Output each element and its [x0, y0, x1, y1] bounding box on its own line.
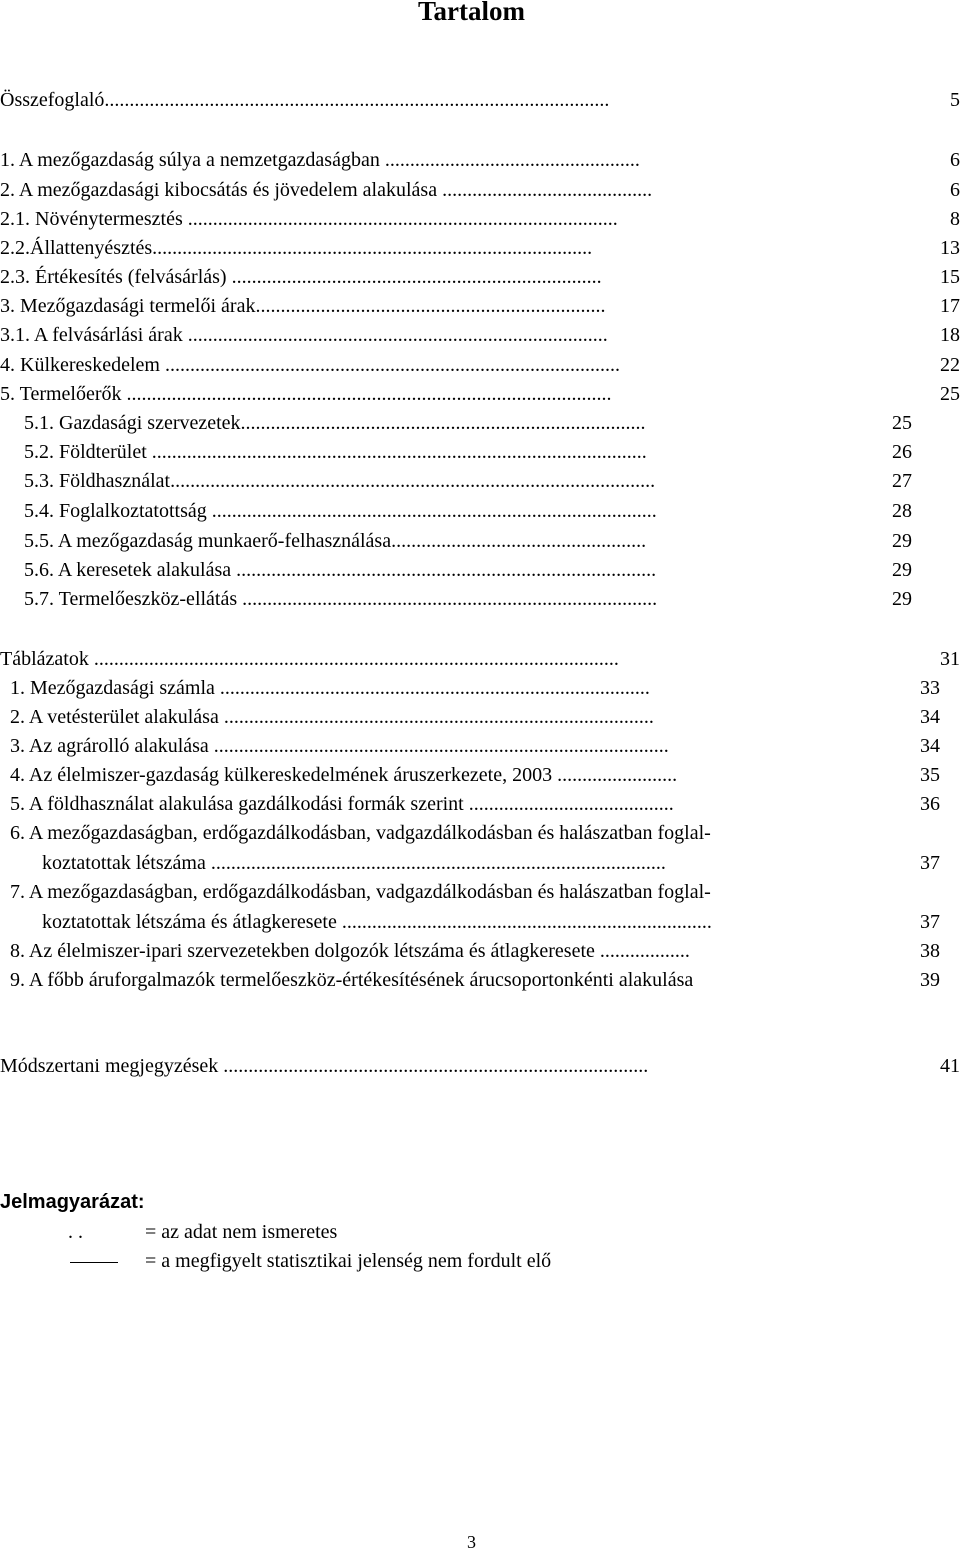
toc-entry-title: 9. A főbb áruforgalmazók termelőeszköz-értékesítésének árucsoportonkénti alakulása: [10, 969, 694, 991]
toc-entry: [10, 819, 950, 879]
toc-entry-title: 5.3. Földhasználat.................................................................................................: [24, 470, 656, 492]
toc-entry: [24, 556, 936, 585]
toc-entry-page-number: 6: [950, 149, 960, 171]
toc-entry-title: 5. A földhasználat alakulása gazdálkodási formák szerint .........................................: [10, 793, 674, 815]
toc-entry-page-number: 29: [892, 588, 912, 610]
toc-entry-title: 2.1. Növénytermesztés ......................................................................................: [0, 208, 618, 230]
toc-entry-page-number: 25: [940, 383, 960, 405]
toc-entry-title-line2: koztatottak létszáma ...........................................................................................: [42, 852, 666, 874]
toc-entry-page-number: 5: [950, 89, 960, 111]
page-number: 3: [467, 1532, 476, 1552]
toc-entry-title: 5. Termelőerők .................................................................................................: [0, 383, 612, 405]
toc-entry-page-number: 6: [950, 179, 960, 201]
toc-entry: [24, 438, 936, 467]
toc-entry-title: 8. Az élelmiszer-ipari szervezetekben dolgozók létszáma és átlagkeresete ..................: [10, 940, 690, 962]
toc-entry-title: 5.4. Foglalkoztatottság .........................................................................................: [24, 500, 657, 522]
toc-entry-page-number: 34: [920, 706, 940, 728]
toc-entry-page-number: 34: [920, 735, 940, 757]
toc-entry-page-number: 41: [940, 1055, 960, 1077]
toc-entry: [10, 790, 950, 819]
toc-entry-page-number: 31: [940, 648, 960, 670]
toc-entry: [24, 409, 936, 438]
toc-entry-page-number: 18: [940, 324, 960, 346]
toc-entry: [0, 380, 960, 409]
toc-entry-title: 2.2.Állattenyésztés........................................................................................: [0, 237, 593, 259]
toc-entry-page-number: 22: [940, 354, 960, 376]
toc-entry-page-number: 27: [892, 470, 912, 492]
toc-entry-title-line1: 6. A mezőgazdaságban, erdőgazdálkodásban, vadgazdálkodásban és halászatban foglal-: [10, 822, 711, 844]
toc-entry-page-number: 37: [920, 852, 940, 874]
toc-entry-page-number: 33: [920, 677, 940, 699]
legend-desc-none: = a megfigyelt statisztikai jelenség nem fordult elő: [145, 1250, 552, 1272]
legend-symbol-dots: . .: [68, 1221, 83, 1243]
toc-entry: [10, 966, 950, 995]
toc-entry-page-number: 26: [892, 441, 912, 463]
toc-entry: [0, 292, 960, 321]
toc-entry-title: 5.5. A mezőgazdaság munkaerő-felhasználása...................................................: [24, 530, 647, 552]
legend-symbol-dash: [70, 1262, 118, 1263]
toc-entry: [24, 585, 936, 614]
toc-entry-title: 3. Az agrárolló alakulása ...........................................................................................: [10, 735, 669, 757]
toc-entry-page-number: 29: [892, 530, 912, 552]
toc-entry-page-number: 36: [920, 793, 940, 815]
toc-entry-page-number: 25: [892, 412, 912, 434]
toc-entry-page-number: 39: [920, 969, 940, 991]
toc-entry-page-number: 15: [940, 266, 960, 288]
toc-entry-title: Módszertani megjegyzések .....................................................................................: [0, 1055, 649, 1077]
toc-entry-title: 5.6. A keresetek alakulása ....................................................................................: [24, 559, 657, 581]
toc-entry: [0, 321, 960, 350]
toc-entry-title: 1. Mezőgazdasági számla ......................................................................................: [10, 677, 650, 699]
toc-entry: [10, 878, 950, 938]
toc-entry-title: 3. Mezőgazdasági termelői árak......................................................................: [0, 295, 606, 317]
toc-entry: [0, 176, 960, 205]
toc-entry-title: 2.3. Értékesítés (felvásárlás) ..........................................................................: [0, 266, 602, 288]
page-title: Tartalom: [418, 0, 525, 26]
toc-entry-page-number: 13: [940, 237, 960, 259]
toc-entry: [0, 263, 960, 292]
toc-entry-page-number: 28: [892, 500, 912, 522]
toc-entry-title: 5.2. Földterület ...................................................................................................: [24, 441, 647, 463]
toc-entry: [0, 86, 960, 115]
toc-entry-page-number: 8: [950, 208, 960, 230]
toc-entry: [10, 703, 950, 732]
toc-entry-title: 4. Külkereskedelem ...........................................................................................: [0, 354, 620, 376]
toc-entry-title: 2. A mezőgazdasági kibocsátás és jövedelem alakulása ..........................................: [0, 179, 653, 201]
toc-entry-title-line1: 7. A mezőgazdaságban, erdőgazdálkodásban, vadgazdálkodásban és halászatban foglal-: [10, 881, 711, 903]
toc-entry: [0, 205, 960, 234]
toc-entry-title: Összefoglaló.....................................................................................................: [0, 89, 610, 111]
legend-desc-unknown: = az adat nem ismeretes: [145, 1221, 338, 1243]
toc-entry: [0, 351, 960, 380]
toc-entry-title: 3.1. A felvásárlási árak ....................................................................................: [0, 324, 608, 346]
toc-entry: [10, 937, 950, 966]
toc-entry-page-number: 17: [940, 295, 960, 317]
toc-entry-title-line2: koztatottak létszáma és átlagkeresete ..........................................................................: [42, 911, 712, 933]
legend-title: Jelmagyarázat:: [0, 1191, 145, 1213]
toc-entry: [0, 645, 960, 674]
toc-entry: [0, 146, 960, 175]
toc-entry: [0, 1052, 960, 1081]
toc-entry: [24, 467, 936, 496]
toc-entry-title: 4. Az élelmiszer-gazdaság külkereskedelmének áruszerkezete, 2003 ........................: [10, 764, 678, 786]
toc-entry: [24, 527, 936, 556]
toc-entry: [10, 732, 950, 761]
toc-entry: [10, 674, 950, 703]
toc-entry-page-number: 29: [892, 559, 912, 581]
toc-entry-page-number: 38: [920, 940, 940, 962]
toc-entry-title: 2. A vetésterület alakulása ......................................................................................: [10, 706, 654, 728]
toc-entry-page-number: 35: [920, 764, 940, 786]
toc-entry-title: 1. A mezőgazdaság súlya a nemzetgazdaságban ...................................................: [0, 149, 640, 171]
toc-entry-page-number: 37: [920, 911, 940, 933]
toc-entry-title: 5.1. Gazdasági szervezetek.................................................................................: [24, 412, 646, 434]
toc-entry: [0, 234, 960, 263]
toc-entry-title: Táblázatok .........................................................................................................: [0, 648, 619, 670]
toc-entry-title: 5.7. Termelőeszköz-ellátás ...................................................................................: [24, 588, 658, 610]
toc-entry: [24, 497, 936, 526]
toc-entry: [10, 761, 950, 790]
